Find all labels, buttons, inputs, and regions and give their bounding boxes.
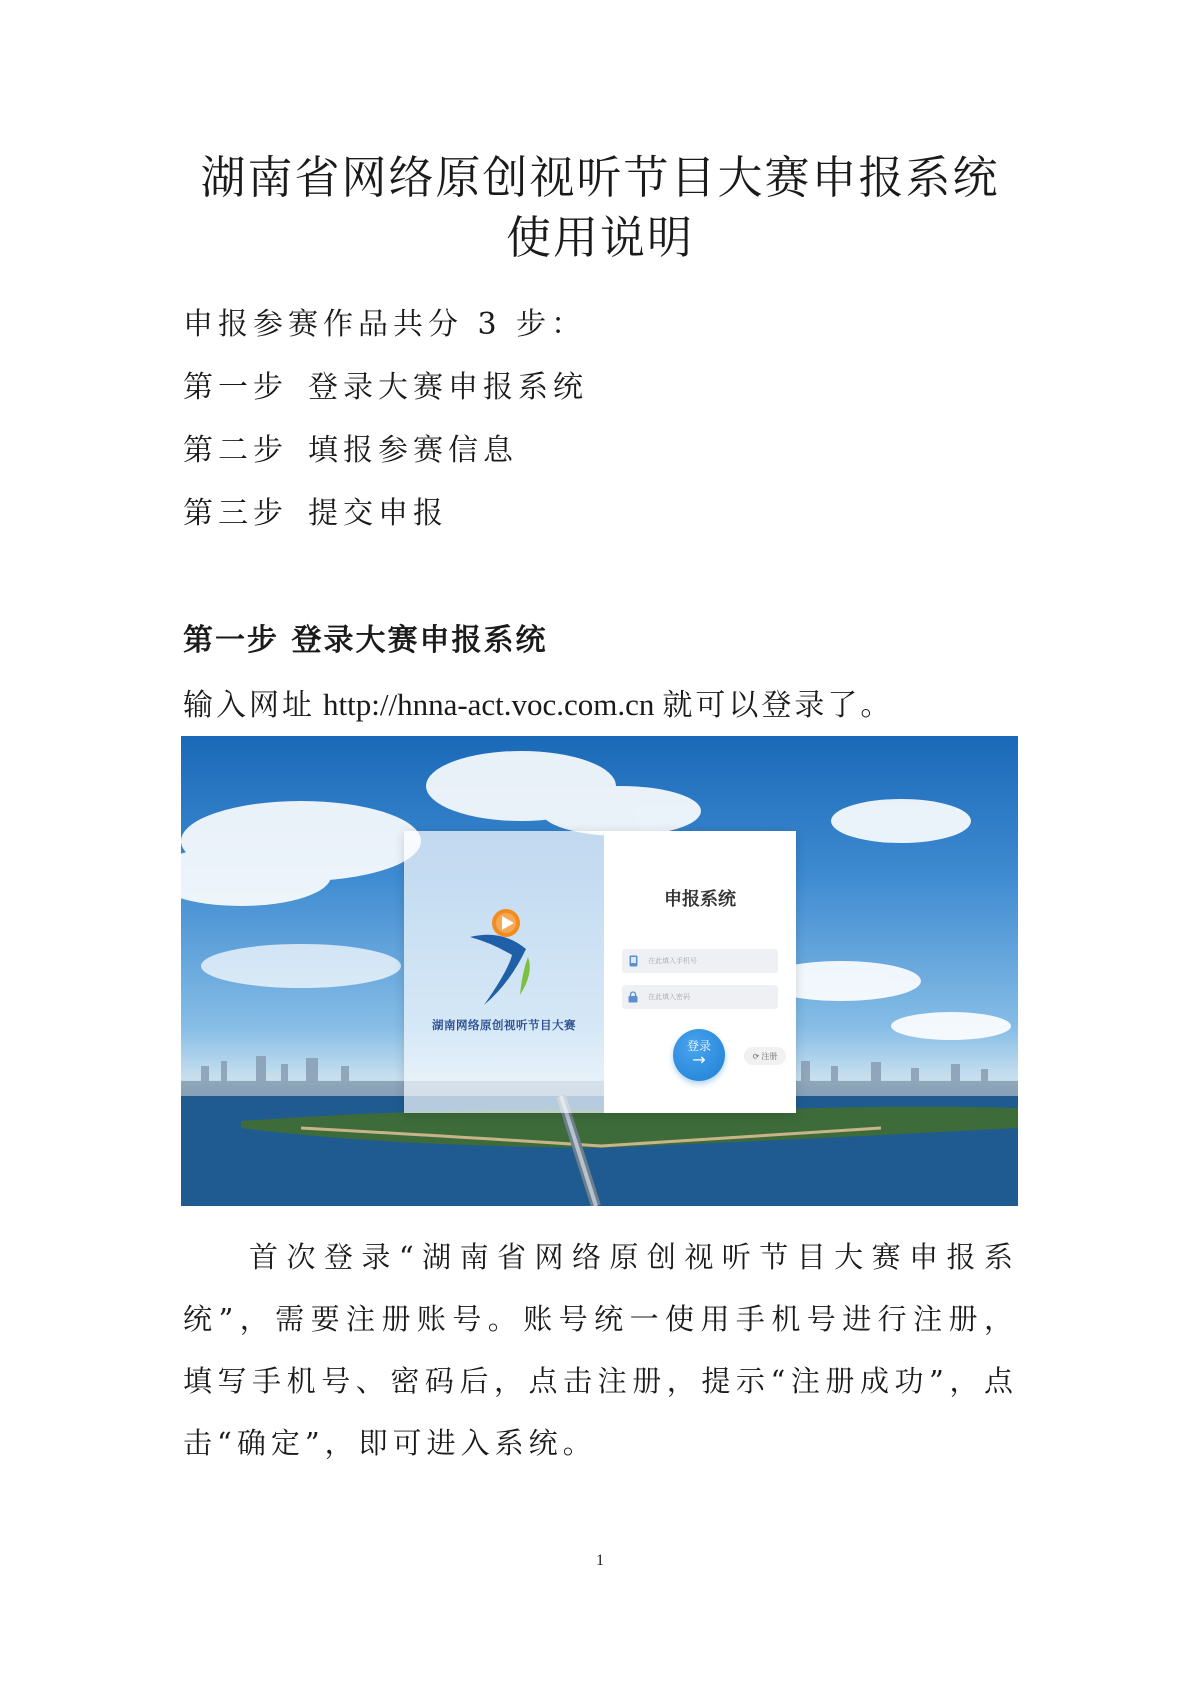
page-number: 1 (596, 1552, 604, 1569)
step-item (183, 368, 588, 408)
login-card (404, 831, 796, 1113)
document-subtitle: 使用说明 (505, 211, 694, 264)
password-input[interactable] (644, 993, 772, 1001)
login-label: 登录 (686, 1039, 711, 1053)
url-instruction (183, 685, 893, 726)
step-text: 提交申报 (308, 496, 448, 531)
password-field[interactable] (622, 985, 778, 1009)
url-prefix: 输入网址 (183, 688, 315, 723)
logo-panel (404, 831, 604, 1113)
play-logo-icon (462, 909, 546, 1009)
instruction-paragraph: 首次登录“湖南省网络原创视听节目大赛申报系统”，需要注册账号。账号统一使用手机号进行注册，填写手机号、密码后，点击注册，提示“注册成功”，点击“确定”，即可进入系统。 (183, 1240, 1018, 1460)
phone-field[interactable] (622, 949, 778, 973)
login-button[interactable] (673, 1029, 725, 1081)
step-item (183, 431, 518, 471)
logo-caption: 湖南网络原创视听节目大赛 (432, 1018, 576, 1032)
phone-icon (622, 955, 644, 967)
register-label: 注册 (761, 1051, 778, 1061)
step-number: 第一步 (183, 370, 288, 405)
site-url[interactable]: http://hnna-act.voc.com.cn (323, 687, 655, 722)
step-number: 第三步 (183, 496, 288, 531)
step-text: 登录大赛申报系统 (308, 370, 588, 405)
refresh-icon: ⟳ (752, 1051, 760, 1061)
intro-text: 申报参赛作品共分 3 步： (183, 307, 587, 342)
section-heading: 第一步 登录大赛申报系统 (183, 623, 548, 658)
step-text: 填报参赛信息 (308, 433, 518, 468)
step-item (183, 494, 448, 534)
document-title: 湖南省网络原创视听节目大赛申报系统 (200, 151, 1000, 204)
login-form-panel (604, 831, 796, 1113)
arrow-right-icon: → (692, 1050, 706, 1069)
register-button[interactable] (744, 1047, 786, 1065)
login-page-screenshot (181, 736, 1018, 1206)
phone-input[interactable] (644, 957, 772, 965)
login-form-title: 申报系统 (664, 889, 736, 910)
step-number: 第二步 (183, 433, 288, 468)
url-suffix: 就可以登录了。 (662, 688, 894, 723)
lock-icon (622, 991, 644, 1003)
